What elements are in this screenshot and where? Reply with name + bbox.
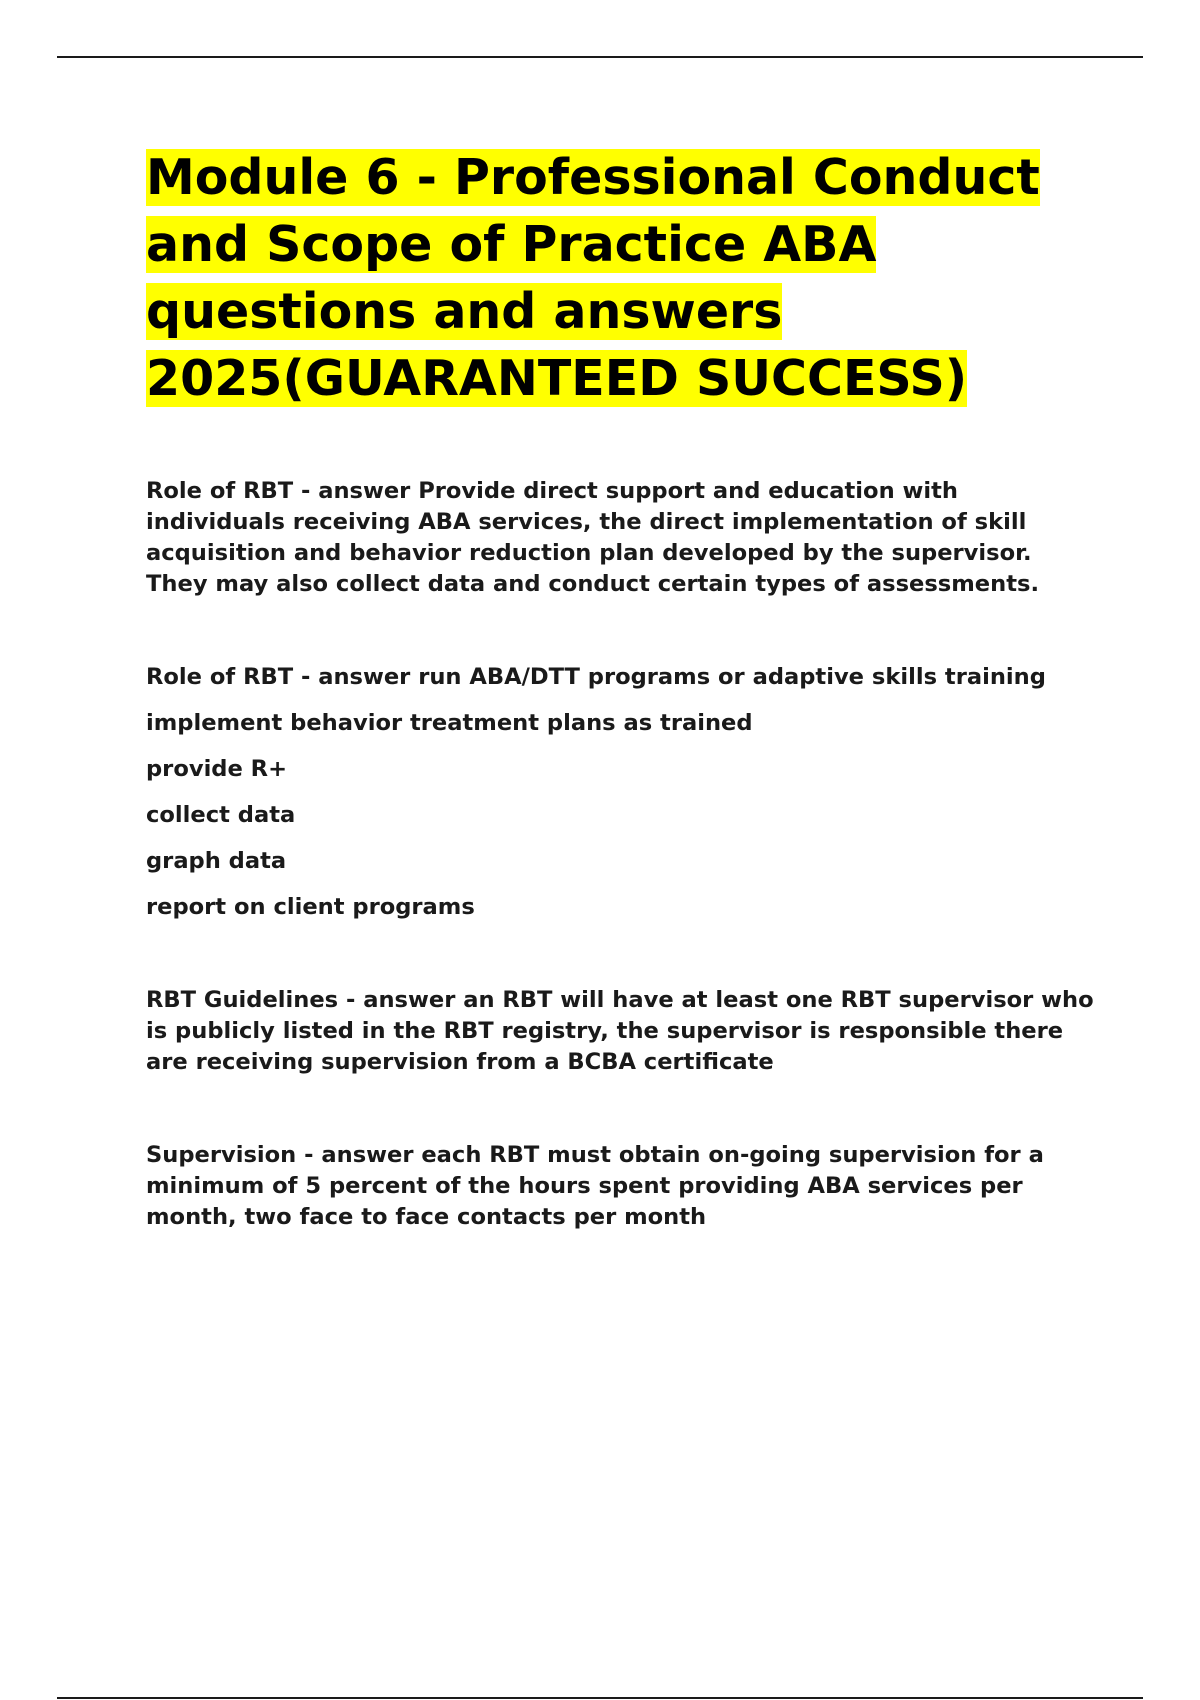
qa-item: [146, 662, 1096, 923]
top-rule: [57, 56, 1143, 58]
qa-extra-line: report on client programs: [146, 894, 475, 920]
qa-extra-line: graph data: [146, 848, 287, 874]
qa-extra-line: provide R+: [146, 756, 288, 782]
document-title: [146, 144, 1076, 412]
qa-item: [146, 476, 1096, 600]
qa-list: [146, 476, 1096, 1233]
qa-item: [146, 1140, 1096, 1233]
qa-item: [146, 985, 1096, 1078]
qa-text: RBT Guidelines - answer an RBT will have at least one RBT supervisor who is publicly listed in the RBT registry, the supervisor is responsible there are receiving supervision from a BCBA certificate: [146, 987, 1094, 1075]
document-body: [146, 144, 1096, 1295]
qa-text: Role of RBT - answer Provide direct support and education with individuals receiving ABA services, the direct implementation of skill acquisition and behavior reduction plan developed by the supervisor. They may also collect data and conduct certain types of assessments.: [146, 478, 1040, 597]
qa-extra-line: implement behavior treatment plans as trained: [146, 710, 753, 736]
qa-text: Supervision - answer each RBT must obtain on-going supervision for a minimum of 5 percent of the hours spent providing ABA services per month, two face to face contacts per month: [146, 1142, 1044, 1230]
qa-extra-line: collect data: [146, 802, 296, 828]
bottom-rule: [57, 1697, 1143, 1699]
qa-text: Role of RBT - answer run ABA/DTT programs or adaptive skills training: [146, 664, 1046, 690]
document-title-highlight: Module 6 - Professional Conduct and Scope of Practice ABA questions and answers 2025(GUARANTEED SUCCESS): [146, 149, 1040, 407]
